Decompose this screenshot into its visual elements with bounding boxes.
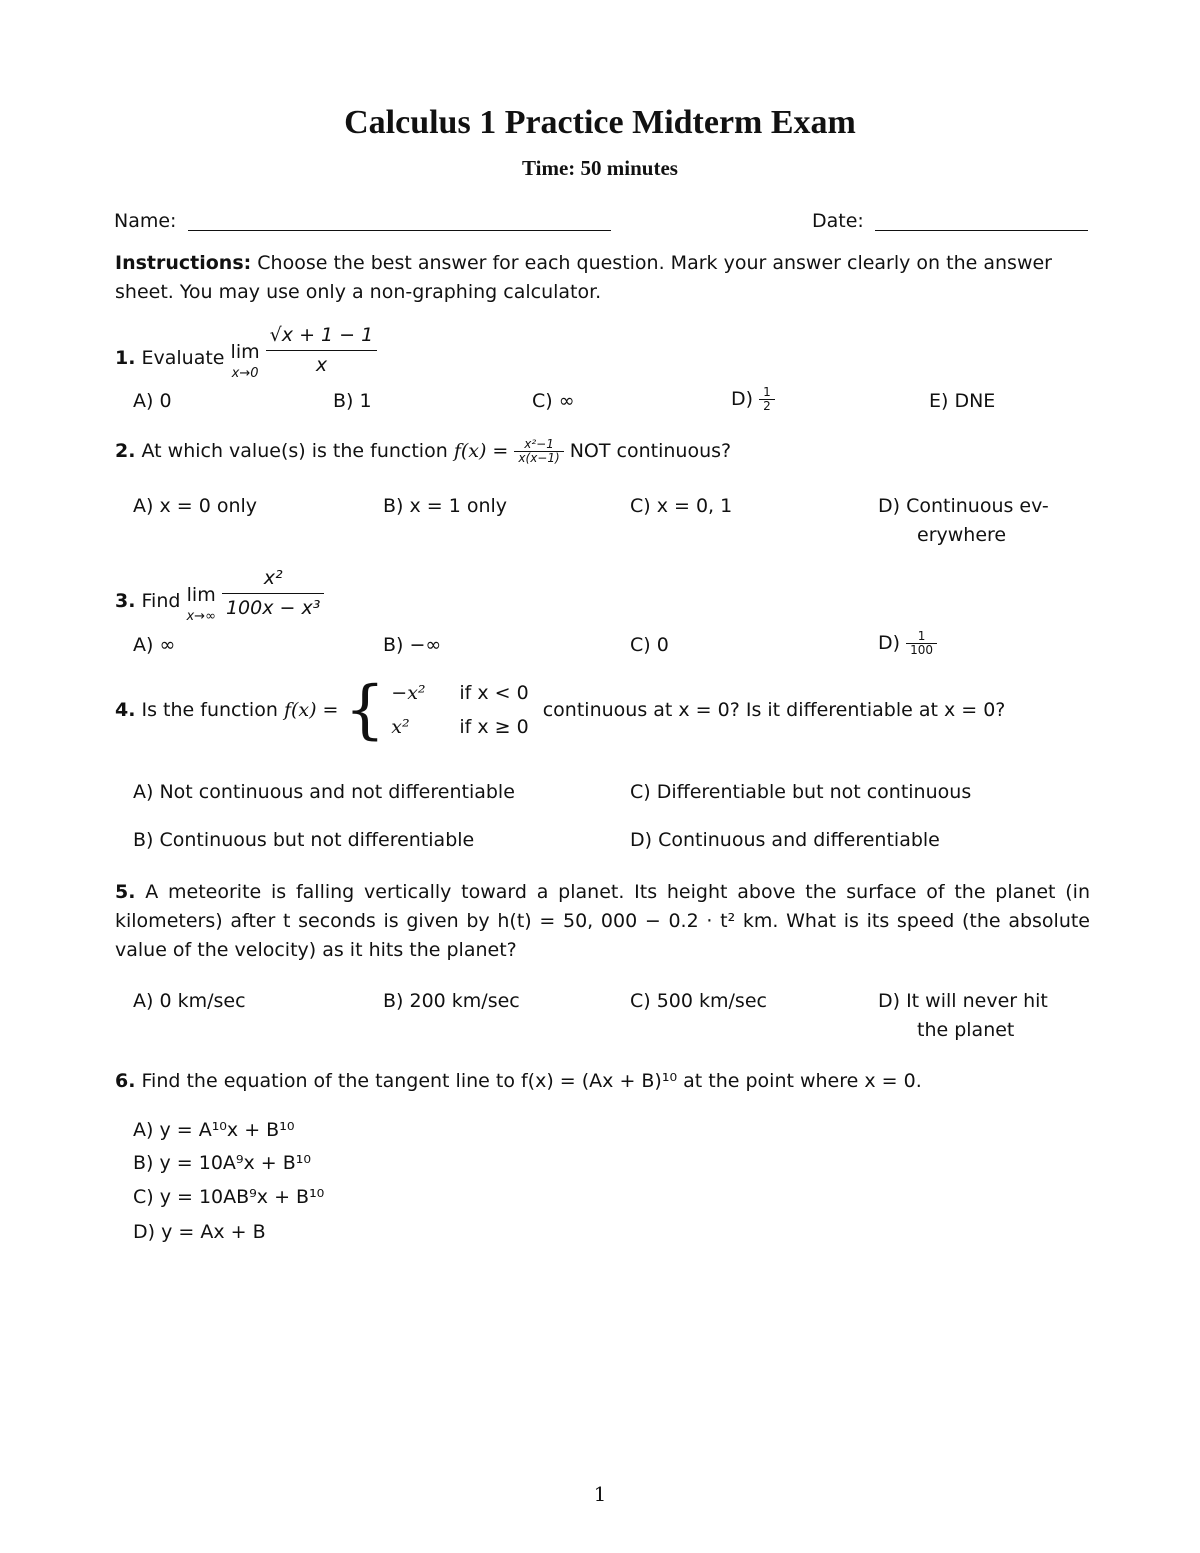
fraction-numerator: x² — [222, 564, 324, 594]
option-b[interactable]: B) 200 km/sec — [383, 990, 520, 1012]
option-a[interactable]: A) ∞ — [133, 634, 176, 656]
exam-time: Time: 50 minutes — [522, 156, 678, 180]
question-prompt-end: NOT continuous? — [569, 440, 732, 462]
case-1-condition: if x < 0 — [459, 682, 529, 704]
question-prompt-end: continuous at x = 0? Is it differentiable at x = 0? — [542, 698, 1006, 721]
question-2 — [115, 437, 1090, 466]
option-d[interactable]: D) It will never hit — [878, 990, 1048, 1012]
option-d[interactable] — [878, 629, 937, 658]
question-number: 4. — [115, 698, 136, 721]
question-prompt: At which value(s) is the function — [141, 440, 448, 462]
case-2-expression: x² — [391, 716, 410, 738]
option-e[interactable]: E) DNE — [929, 390, 996, 412]
option-d-continued[interactable]: erywhere — [917, 524, 1007, 546]
limit-subscript: x→0 — [231, 366, 259, 381]
fraction-denominator: x — [315, 354, 328, 376]
question-4 — [115, 673, 1090, 756]
option-d-numerator: 1 — [906, 630, 937, 644]
option-b[interactable]: B) −∞ — [383, 634, 442, 656]
option-c[interactable]: C) 500 km/sec — [630, 990, 767, 1012]
exam-title: Calculus 1 Practice Midterm Exam — [344, 104, 856, 141]
option-c[interactable]: C) Differentiable but not continuous — [630, 781, 972, 803]
option-c[interactable]: C) y = 10AB⁹x + B¹⁰ — [133, 1186, 325, 1208]
question-number: 1. — [115, 347, 136, 369]
option-a[interactable]: A) x = 0 only — [133, 495, 258, 517]
option-b[interactable]: B) y = 10A⁹x + B¹⁰ — [133, 1152, 312, 1174]
question-number: 3. — [115, 590, 136, 612]
option-d-numerator: 1 — [759, 386, 775, 400]
question-number: 5. — [115, 881, 136, 903]
limit-operator: lim — [230, 341, 260, 363]
fraction-numerator: x²−1 — [514, 438, 563, 452]
limit-subscript: x→∞ — [186, 609, 216, 624]
option-d-label: D) — [878, 632, 901, 654]
option-b[interactable]: B) Continuous but not differentiable — [133, 829, 475, 851]
option-c[interactable]: C) ∞ — [532, 390, 575, 412]
question-prompt: Evaluate — [141, 347, 225, 369]
option-d-denominator: 2 — [763, 399, 771, 413]
option-d-continued[interactable]: the planet — [917, 1019, 1015, 1041]
question-prompt: Find the equation of the tangent line to f(x) = (Ax + B)¹⁰ at the point where x = 0. — [141, 1070, 922, 1092]
piecewise-brace: { — [344, 673, 386, 747]
fraction-denominator: 100x − x³ — [225, 597, 321, 619]
question-number: 2. — [115, 440, 136, 462]
date-field[interactable] — [875, 230, 1088, 231]
option-c[interactable]: C) x = 0, 1 — [630, 495, 733, 517]
fraction-numerator: √x + 1 − 1 — [266, 321, 378, 351]
instructions-label: Instructions: — [115, 252, 252, 274]
name-field[interactable] — [188, 230, 611, 231]
instructions-text: Choose the best answer for each question. Mark your answer clearly on the answer sheet. You may use only a non-graphing calculator. — [115, 252, 1052, 303]
option-d[interactable]: D) Continuous ev- — [878, 495, 1049, 517]
question-prompt: A meteorite is falling vertically toward a planet. Its height above the surface of the planet (in kilometers) after t seconds is given by h(t) = 50, 000 − 0.2 · t² km. What is its speed (the absolute value of the velocity) as it hits the planet? — [115, 881, 1090, 961]
question-6 — [115, 1067, 1090, 1096]
question-number: 6. — [115, 1070, 136, 1092]
fraction-denominator: x(x−1) — [518, 451, 560, 465]
page-number: 1 — [593, 1482, 607, 1506]
case-2-condition: if x ≥ 0 — [459, 716, 529, 738]
option-d[interactable]: D) Continuous and differentiable — [630, 829, 940, 851]
date-label: Date: — [812, 210, 864, 232]
question-5 — [115, 878, 1090, 965]
option-a[interactable]: A) Not continuous and not differentiable — [133, 781, 515, 803]
option-b[interactable]: B) x = 1 only — [383, 495, 508, 517]
option-b[interactable]: B) 1 — [333, 390, 372, 412]
option-d-denominator: 100 — [910, 643, 933, 657]
option-a[interactable]: A) 0 — [133, 390, 172, 412]
function-label: f(x) = — [453, 440, 509, 462]
option-a[interactable]: A) y = A¹⁰x + B¹⁰ — [133, 1119, 295, 1141]
option-d[interactable]: D) y = Ax + B — [133, 1221, 266, 1243]
question-prompt: Find — [141, 590, 181, 612]
name-label: Name: — [114, 210, 177, 232]
piecewise-cases — [391, 676, 528, 744]
option-d[interactable] — [731, 385, 775, 414]
question-3 — [115, 563, 1090, 623]
option-d-label: D) — [731, 388, 754, 410]
instructions — [115, 249, 1090, 307]
limit-operator: lim — [186, 584, 216, 606]
case-1-expression: −x² — [391, 682, 426, 704]
question-prompt: Is the function — [141, 698, 278, 721]
option-a[interactable]: A) 0 km/sec — [133, 990, 246, 1012]
option-c[interactable]: C) 0 — [630, 634, 669, 656]
question-1 — [115, 320, 1090, 380]
function-label: f(x) = — [283, 698, 339, 721]
